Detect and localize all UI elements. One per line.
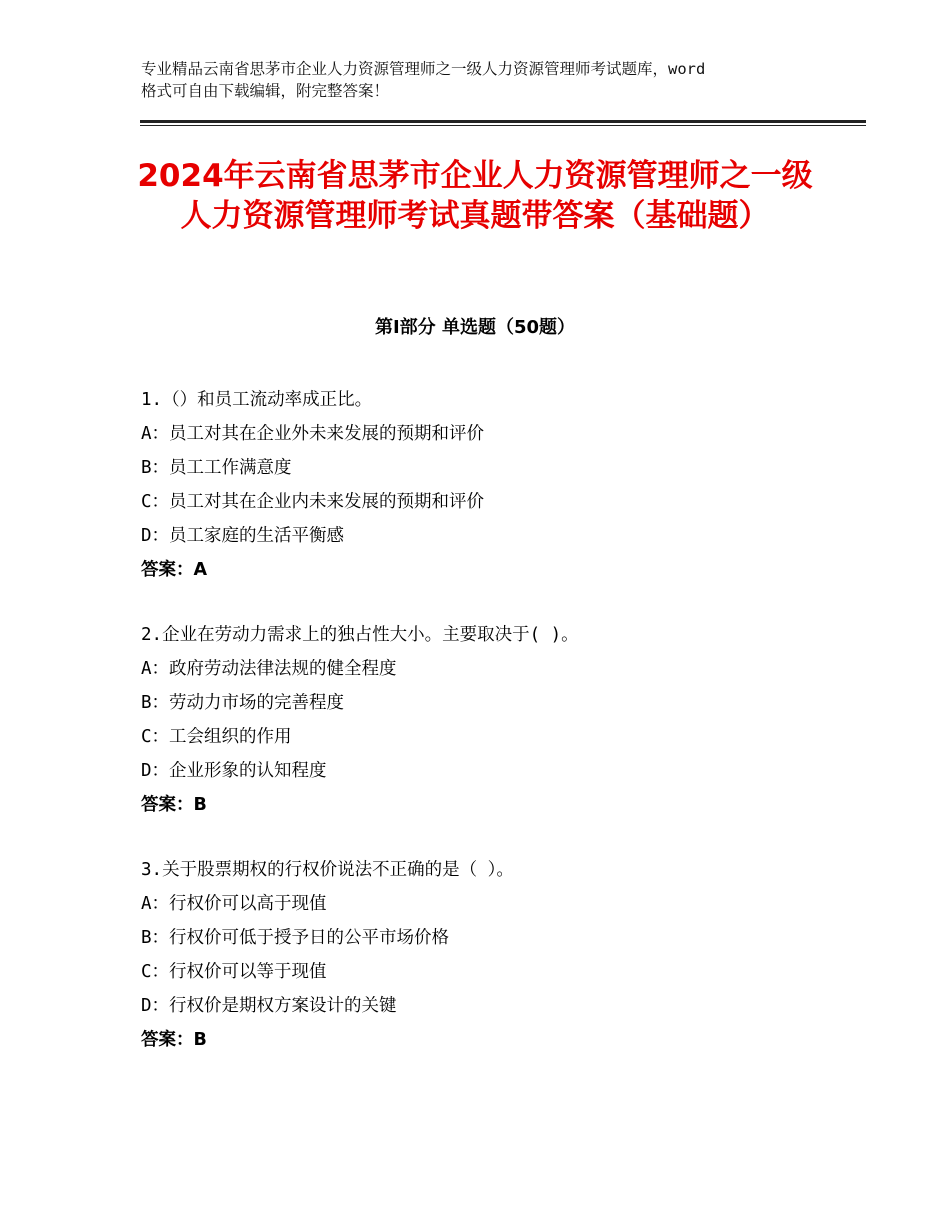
answer: 答案：B (141, 795, 207, 815)
option-b: B：劳动力市场的完善程度 (141, 693, 345, 713)
question-stem: 2.企业在劳动力需求上的独占性大小。主要取决于( )。 (141, 625, 579, 645)
option-a: A：行权价可以高于现值 (141, 894, 327, 914)
section-heading: 第Ⅰ部分 单选题（50题） (374, 317, 575, 338)
question-list (141, 383, 861, 1088)
answer: 答案：A (141, 560, 208, 580)
header-note-line-1: 专业精品云南省思茅市企业人力资源管理师之一级人力资源管理师考试题库，word (141, 60, 706, 78)
option-c: C：行权价可以等于现值 (141, 962, 327, 982)
question-1 (141, 383, 861, 587)
answer: 答案：B (141, 1030, 207, 1050)
question-stem: 1.（）和员工流动率成正比。 (141, 390, 373, 410)
header-note-line-2: 格式可自由下载编辑，附完整答案！ (141, 82, 390, 100)
option-a: A：政府劳动法律法规的健全程度 (141, 659, 397, 679)
option-b: B：员工工作满意度 (141, 458, 292, 478)
question-2 (141, 618, 861, 822)
option-b: B：行权价可低于授予日的公平市场价格 (141, 928, 450, 948)
option-a: A：员工对其在企业外未来发展的预期和评价 (141, 424, 485, 444)
question-stem: 3.关于股票期权的行权价说法不正确的是（ ）。 (141, 860, 514, 880)
header-divider-thin (140, 125, 866, 126)
question-3 (141, 853, 861, 1057)
document-title: 2024年云南省思茅市企业人力资源管理师之一级人力资源管理师考试真题带答案（基础题） (137, 158, 813, 234)
option-d: D：企业形象的认知程度 (141, 761, 327, 781)
header-divider-thick (140, 120, 866, 123)
option-d: D：员工家庭的生活平衡感 (141, 526, 345, 546)
option-d: D：行权价是期权方案设计的关键 (141, 996, 397, 1016)
option-c: C：工会组织的作用 (141, 727, 292, 747)
header-note (141, 58, 831, 102)
option-c: C：员工对其在企业内未来发展的预期和评价 (141, 492, 485, 512)
